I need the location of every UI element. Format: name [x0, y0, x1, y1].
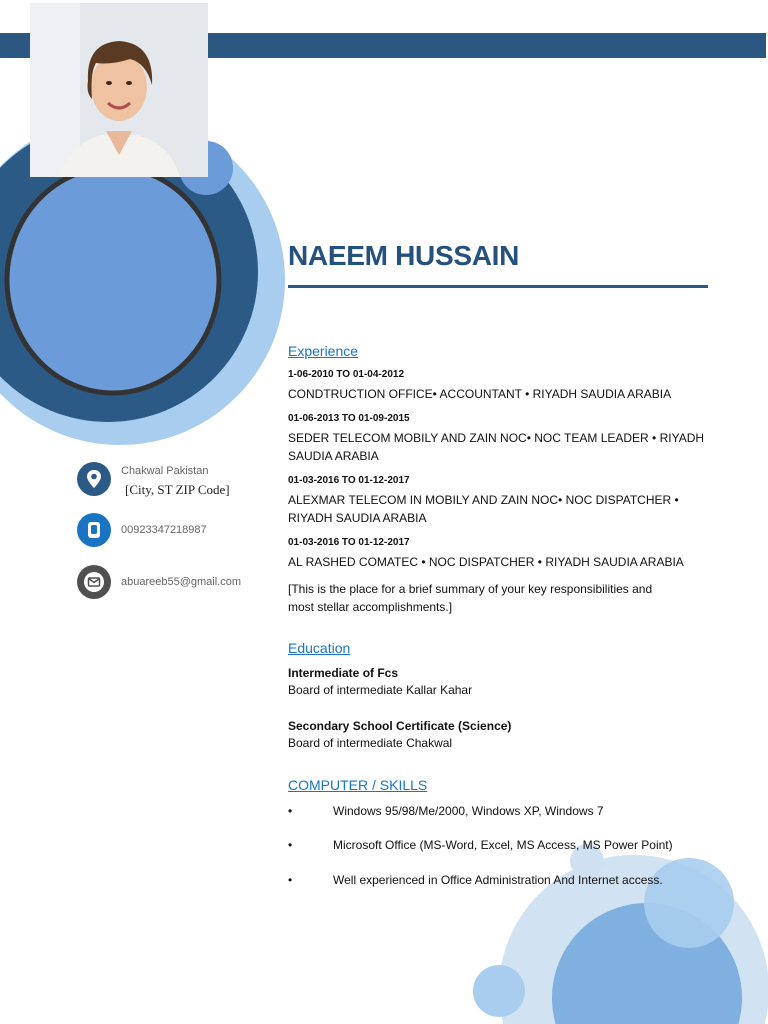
skill-text: Microsoft Office (MS-Word, Excel, MS Access, MS Power Point)	[333, 838, 673, 852]
experience-line: SAUDIA ARABIA	[288, 449, 379, 463]
experience-line: ALEXMAR TELECOM IN MOBILY AND ZAIN NOC• NOC DISPATCHER •	[288, 493, 679, 507]
education-institution: Board of intermediate Kallar Kahar	[288, 683, 473, 697]
education-heading: Education	[288, 640, 351, 656]
bullet: •	[288, 838, 293, 852]
experience-line: CONDTRUCTION OFFICE• ACCOUNTANT • RIYADH SAUDIA ARABIA	[288, 387, 672, 401]
experience-dates: 01-06-2013 TO 01-09-2015	[288, 413, 410, 424]
experience-dates: 01-03-2016 TO 01-12-2017	[288, 475, 410, 486]
experience-dates: 01-03-2016 TO 01-12-2017	[288, 537, 410, 548]
education-institution: Board of intermediate Chakwal	[288, 736, 453, 750]
experience-heading: Experience	[288, 343, 359, 359]
experience-line: SEDER TELECOM MOBILY AND ZAIN NOC• NOC TEAM LEADER • RIYADH	[288, 431, 705, 445]
contact-location: Chakwal Pakistan	[121, 465, 209, 477]
skill-text: Windows 95/98/Me/2000, Windows XP, Windows 7	[333, 804, 604, 818]
summary-line: [This is the place for a brief summary of your key responsibilities and	[288, 582, 653, 596]
contact-email[interactable]: abuareeb55@gmail.com	[121, 576, 242, 588]
education-title: Secondary School Certificate (Science)	[288, 719, 512, 733]
experience-dates: 1-06-2010 TO 01-04-2012	[288, 369, 405, 380]
bullet: •	[288, 804, 293, 818]
candidate-name: NAEEM HUSSAIN	[288, 240, 520, 271]
address-placeholder[interactable]: [City, ST ZIP Code]	[125, 482, 230, 497]
skills-heading: COMPUTER / SKILLS	[288, 777, 428, 793]
summary-line: most stellar accomplishments.]	[288, 600, 453, 614]
bullet: •	[288, 873, 293, 887]
experience-line: RIYADH SAUDIA ARABIA	[288, 511, 427, 525]
education-title: Intermediate of Fcs	[288, 666, 399, 680]
skill-text: Well experienced in Office Administration And Internet access.	[333, 873, 663, 887]
contact-phone[interactable]: 00923347218987	[121, 524, 207, 536]
small-bottom-circle	[473, 965, 525, 1017]
experience-line: AL RASHED COMATEC • NOC DISPATCHER • RIYADH SAUDIA ARABIA	[288, 555, 684, 569]
